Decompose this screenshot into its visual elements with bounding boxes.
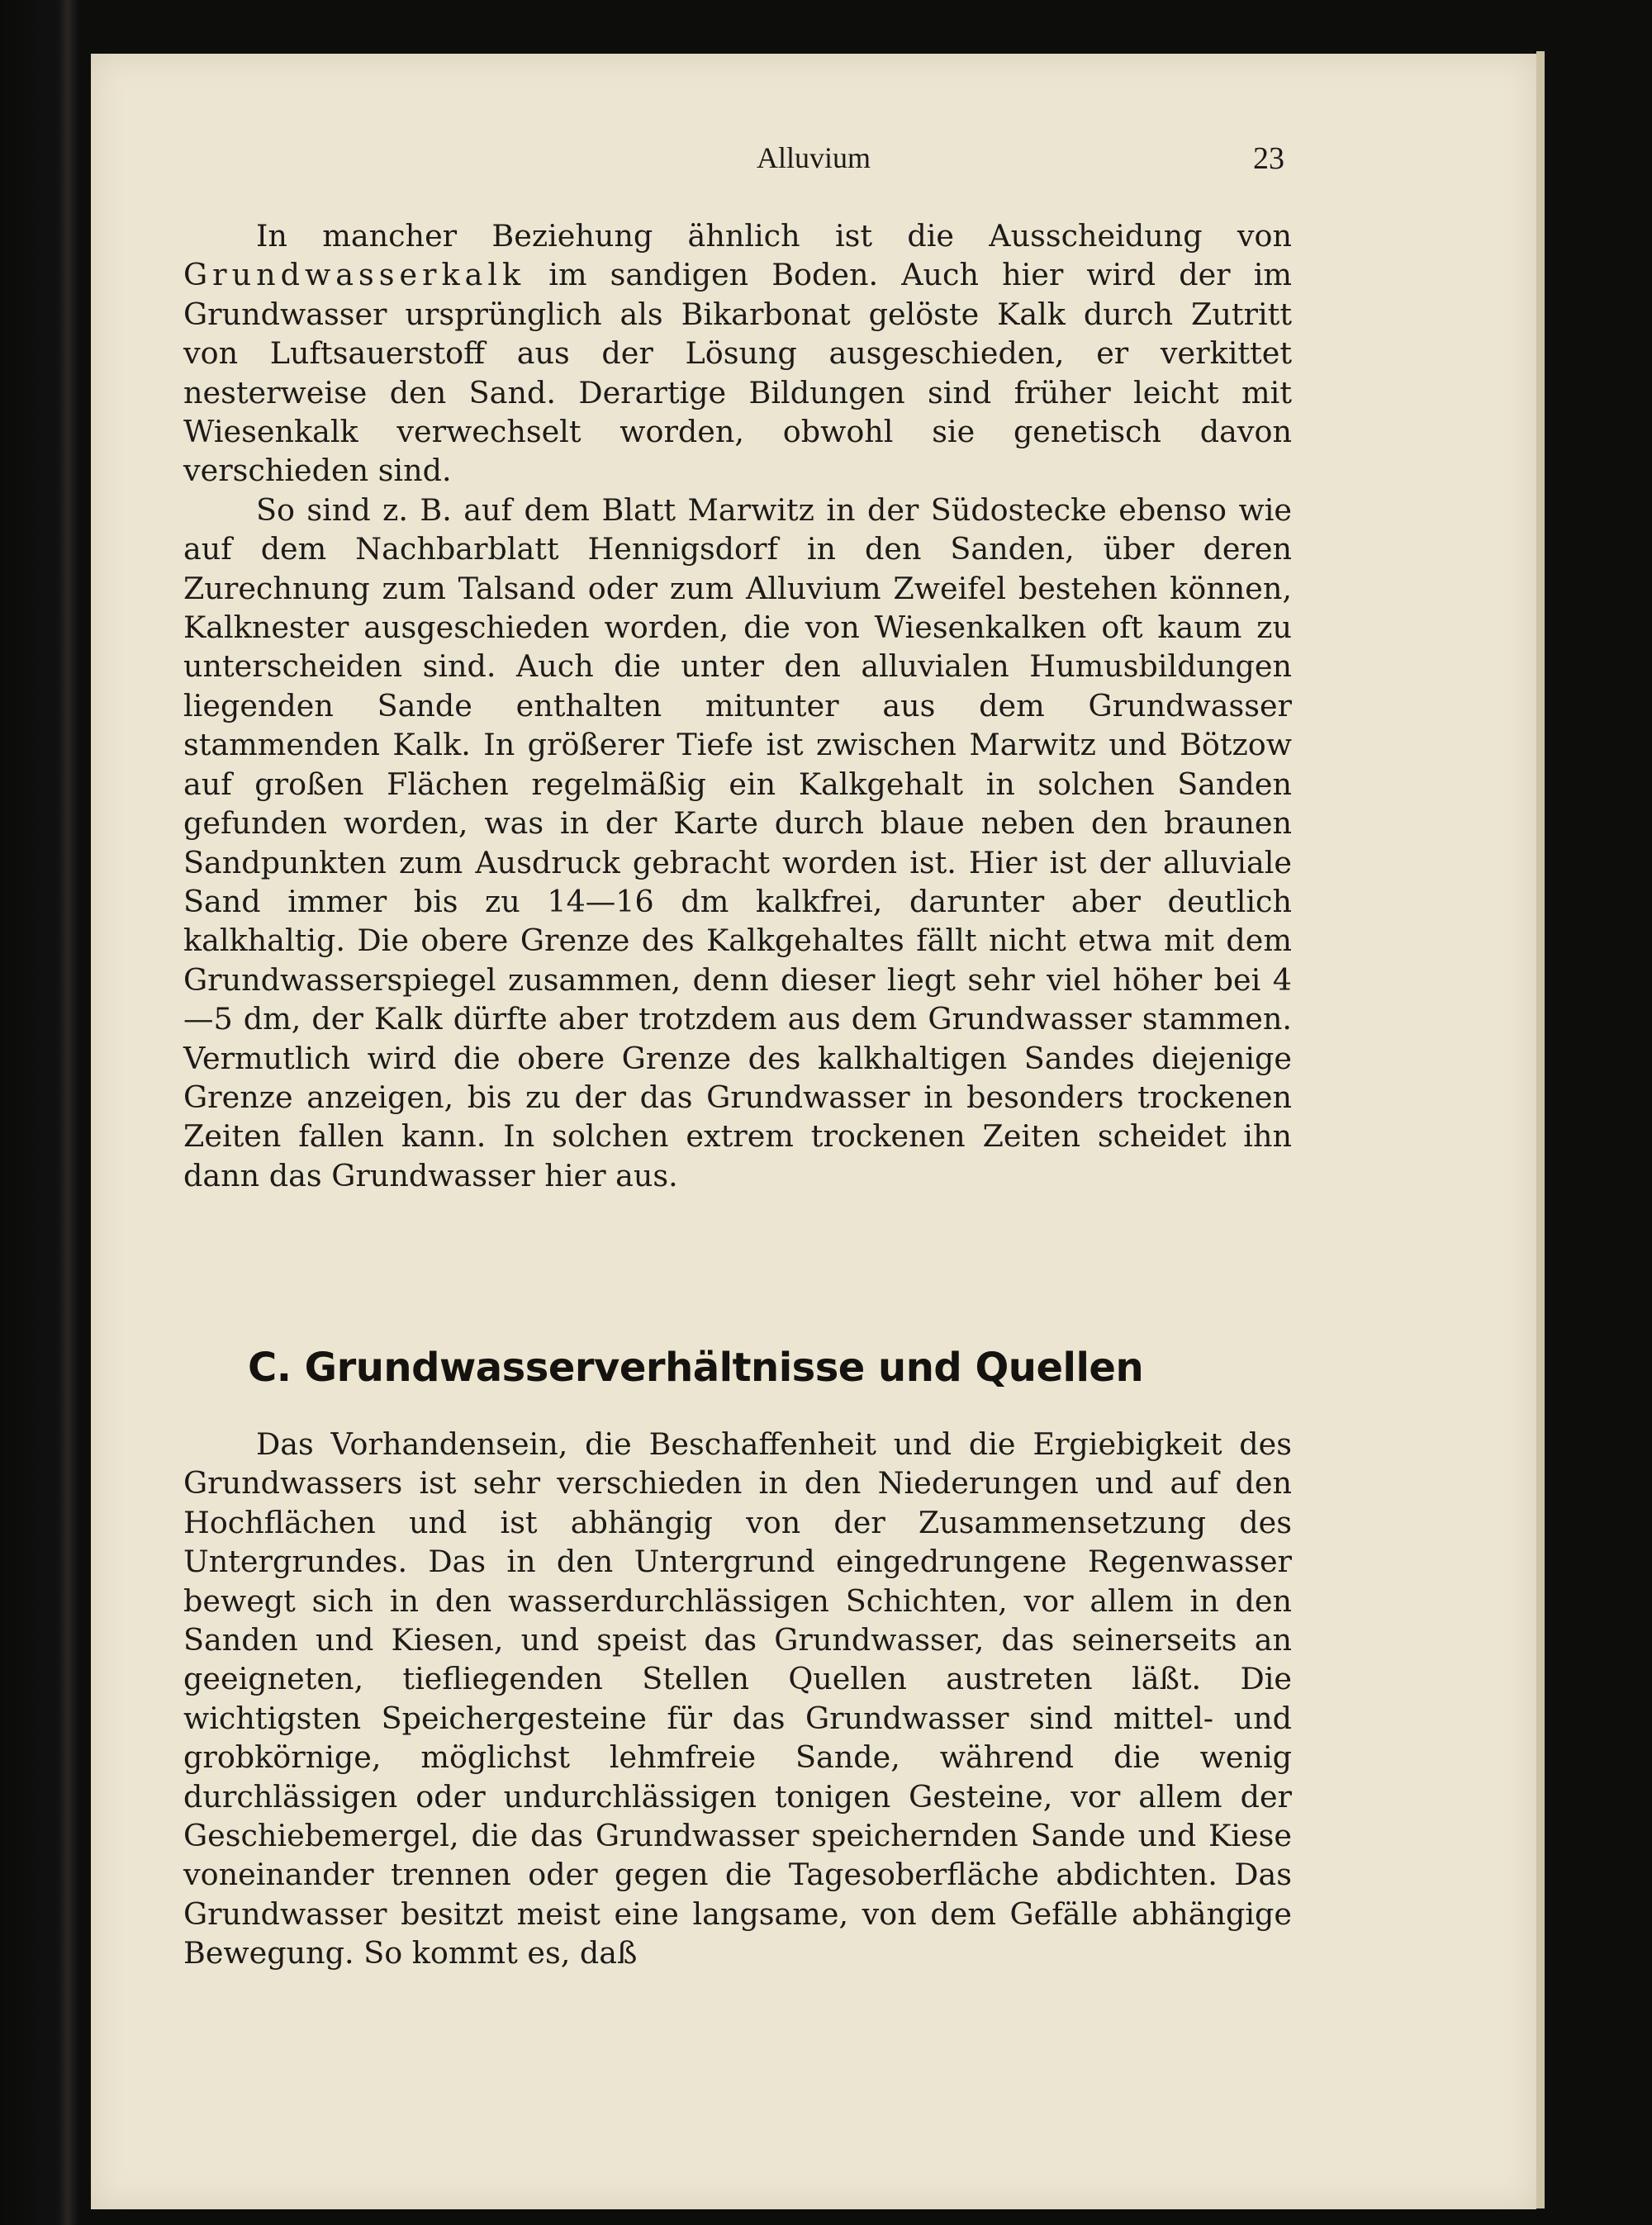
paragraph-2: So sind z. B. auf dem Blatt Marwitz in der Südostecke ebenso wie auf dem Nachbarblatt Hennigsdorf in den Sanden, über deren Zurechnung zum Talsand oder zum Alluvium Zweifel bestehen können, Kalknester ausgeschieden worden, die von Wiesenkalken oft kaum zu unterscheiden sind. Auch die unter den alluvialen Humusbildungen liegenden Sande enthalten mitunter aus dem Grundwasser stammenden Kalk. In größerer Tiefe ist zwischen Marwitz und Bötzow auf großen Flächen regelmäßig ein Kalkgehalt in solchen Sanden gefunden worden, was in der Karte durch blaue neben den braunen Sandpunkten zum Ausdruck gebracht worden ist. Hier ist der alluviale Sand immer bis zu 14—16 dm kalkfrei, darunter aber deutlich kalkhaltig. Die obere Grenze des Kalkgehaltes fällt nicht etwa mit dem Grundwasserspiegel zusammen, denn dieser liegt sehr viel höher bei 4—5 dm, der Kalk dürfte aber trotzdem aus dem Grundwasser stammen. Vermutlich wird die obere Grenze des kalkhaltigen Sandes diejenige Grenze anzeigen, bis zu der das Grundwasser in besonders trockenen Zeiten fallen kann. In solchen extrem trockenen Zeiten scheidet ihn dann das Grundwasser hier aus. bbox=[183, 491, 1292, 1193]
running-title: Alluvium bbox=[756, 141, 871, 174]
section-heading: C. Grundwasserverhältnisse und Quellen bbox=[248, 1345, 1144, 1391]
paragraph-1-rest: im sandigen Boden. Auch hier wird der im Grundwasser ursprünglich als Bikarbonat gelöste Kalk durch Zutritt von Luftsauerstoff aus der Lösung ausgeschieden, er verkittet nesterweise den Sand. Derartige Bildungen sind früher leicht mit Wiesenkalk verwechselt worden, obwohl sie genetisch davon verschieden sind. bbox=[183, 257, 1293, 489]
binding-edge bbox=[0, 0, 78, 2225]
paragraph-3: Das Vorhandensein, die Beschaffenheit und die Ergiebigkeit des Grundwassers ist sehr verschieden in den Niederungen und auf den Hochflächen und ist abhängig von der Zusammensetzung des Untergrundes. Das in den Untergrund eingedrungene Regenwasser bewegt sich in den wasserdurchlässigen Schichten, vor allem in den Sanden und Kiesen, und speist das Grundwasser, das seinerseits an geeigneten, tiefliegenden Stellen Quellen austreten läßt. Die wichtigsten Speichergesteine für das Grundwasser sind mittel- und grobkörnige, möglichst lehmfreie Sande, während die wenig durchlässigen oder undurchlässigen tonigen Gesteine, vor allem der Geschiebemergel, die das Grundwasser speichernden Sande und Kiese voneinander trennen oder gegen die Tagesoberfläche abdichten. Das Grundwasser besitzt meist eine langsame, von dem Gefälle abhängige Bewegung. So kommt es, daß bbox=[183, 1426, 1292, 1971]
page-number: 23 bbox=[1253, 141, 1284, 176]
paragraph-1 bbox=[183, 216, 1292, 491]
term-grundwasserkalk: Grundwasserkalk bbox=[183, 257, 526, 293]
running-head bbox=[91, 140, 1536, 190]
paragraph-1-start: In mancher Beziehung ähnlich ist die Ausscheidung von bbox=[256, 218, 1292, 254]
page-edge bbox=[1536, 51, 1545, 2208]
body-text-section-1 bbox=[183, 216, 1292, 1195]
body-text-section-c bbox=[183, 1425, 1292, 1973]
